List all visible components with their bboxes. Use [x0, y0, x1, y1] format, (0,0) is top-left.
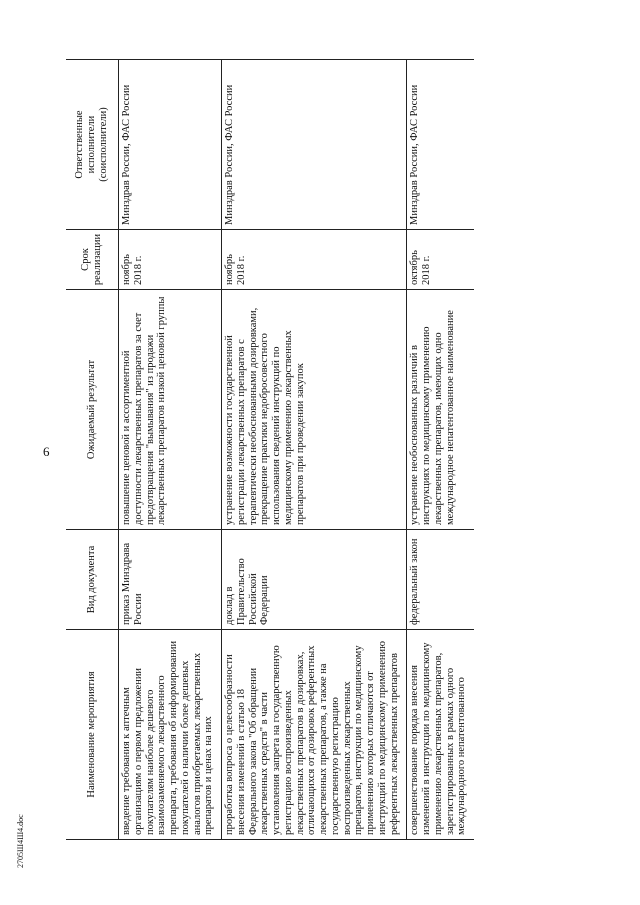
document-file-code: 2705Ш4Ш4.doc	[16, 814, 25, 868]
header-activity: Наименование мероприятия	[66, 630, 119, 840]
header-result: Ожидаемый результат	[66, 290, 119, 530]
cell-doc-type: федеральный закон	[407, 530, 474, 630]
cell-executors: Минздрав России, ФАС России	[119, 60, 222, 230]
cell-doc-type: доклад в Правительство Российской Федерации	[222, 530, 407, 630]
header-executors: Ответственные исполнители (соисполнители)	[66, 60, 119, 230]
page-number: 6	[43, 444, 50, 459]
table-row	[119, 60, 222, 840]
cell-activity: совершенствование порядка внесения изменений в инструкции по медицинскому применению лекарственных препаратов, зарегистрированных в рамках одного международного непатентованного	[407, 630, 474, 840]
cell-deadline: ноябрь 2018 г.	[119, 230, 222, 290]
cell-doc-type: приказ Минздрава России	[119, 530, 222, 630]
table-row	[222, 60, 407, 840]
cell-activity: проработка вопроса о целесообразности внесения изменений в статью 18 Федерального закона "Об обращении лекарственных средств" в части установления запрета на государственную регистрацию воспроизведенных лекарственных препаратов в дозировках, отличающихся от дозировок референтных лекарственных препаратов, а также на государственную регистрацию воспроизведенных лекарственных препаратов, инструкции по медицинскому применению которых отличаются от инструкций по медицинскому применению референтных лекарственных препаратов	[222, 630, 407, 840]
cell-deadline: ноябрь 2018 г.	[222, 230, 407, 290]
cell-deadline: октябрь 2018 г.	[407, 230, 474, 290]
header-doc-type: Вид документа	[66, 530, 119, 630]
cell-executors: Минздрав России, ФАС России	[222, 60, 407, 230]
cell-executors: Минздрав России, ФАС России	[407, 60, 474, 230]
cell-result: повышение ценовой и ассортиментной доступности лекарственных препаратов за счет предотвращения "вымывания" из продажи лекарственных препаратов низкой ценовой группы	[119, 290, 222, 530]
cell-result: устранение необоснованных различий в инструкциях по медицинскому применению лекарственных препаратов, имеющих одно международное непатентованное наименование	[407, 290, 474, 530]
header-deadline: Срок реализации	[66, 230, 119, 290]
cell-activity: введение требования к аптечным организациям о первом предложении покупателям наиболее дешевого взаимозаменяемого лекарственного препарата, требования об информировании покупателей о наличии более дешевых аналогов приобретаемых лекарственных препаратов и ценах на них	[119, 630, 222, 840]
table-row	[407, 60, 474, 840]
rotated-table-container	[66, 60, 619, 840]
measures-table	[66, 59, 474, 840]
cell-result: устранение возможности государственной регистрации лекарственных препаратов с терапевтически необоснованными дозировками, прекращение практики недобросовестного использования сведений инструкций по медицинскому применению лекарственных препаратов при проведении закупок	[222, 290, 407, 530]
table-header-row	[66, 60, 119, 840]
